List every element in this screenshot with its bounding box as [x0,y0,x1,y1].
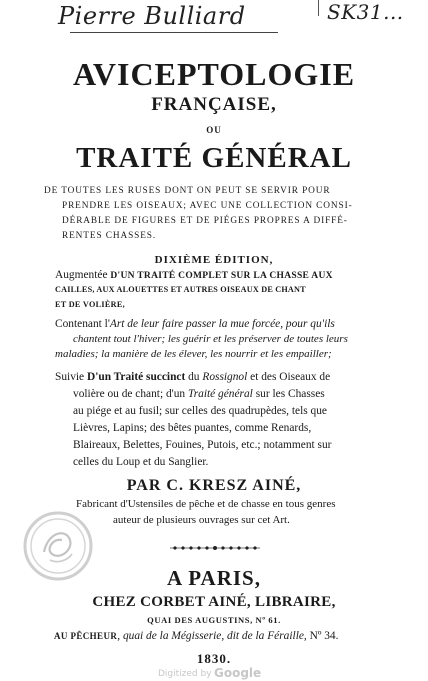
subtitle-line-4: RENTES CHASSES. [62,231,157,241]
followed-line-1 [55,371,330,383]
followed-line-5: Blaireaux, Belettes, Fouines, Putois, etc.; notamment sur [73,439,332,451]
ornamental-rule [170,540,260,550]
followed-lead: Suivie [55,371,87,383]
author-description-2: auteur de plusieurs ouvrages sur cet Art. [113,514,290,526]
followed-mid: du [185,371,203,383]
followed-line-6: celles du Loup et du Sanglier. [73,456,209,468]
author-name: PAR C. KRESZ AINÉ, [126,477,302,494]
augmented-line-2: CAILLES, AUX ALOUETTES ET AUTRES OISEAUX DE CHANT [55,285,306,294]
containing-line-1 [55,318,335,330]
subtitle-line-2: PRENDRE LES OISEAUX; AVEC UNE COLLECTION CONSI- [62,201,353,211]
imprint-year: 1830. [196,651,232,666]
followed-line-4: Lièvres, Lapins; des bêtes puantes, comme Renards, [73,422,312,434]
followed-line-2-tail: sur les Chasses [252,388,325,400]
author-description-1: Fabricant d'Ustensiles de pêche et de chasse en tous genres [76,498,336,510]
followed-line-2-lead: volière ou de chant; d'un [73,388,188,400]
imprint-shop: AU PÊCHEUR [54,631,118,641]
augmented-lead: Augmentée [55,269,111,281]
followed-line-3: au piége et au fusil; sur celles des quadrupèdes, tels que [73,405,327,417]
followed-line-2 [73,388,325,400]
watermark-digitized: Digitized by [158,669,212,679]
shelfmark-divider [318,0,319,16]
signature-underline [70,32,278,33]
imprint-address-italic: , quai de la Mégisserie, dit de la Féraille, [117,630,307,642]
followed-line-2-italic: Traité général [187,388,253,400]
followed-italic: Rossignol [202,371,248,383]
edition-statement: DIXIÈME ÉDITION, [154,254,274,266]
imprint-address-2 [54,630,338,642]
title-line-1: AVICEPTOLOGIE [72,56,356,92]
title-line-3: TRAITÉ GÉNÉRAL [76,142,352,174]
title-or: OU [206,125,222,135]
containing-line-2: chantent tout l'hiver; les guérir et les préserver de toutes leurs [73,333,348,345]
title-line-2: FRANÇAISE, [151,94,277,115]
augmented-line-3: ET DE VOLIÈRE, [55,300,125,309]
subtitle-line-3: DÉRABLE DE FIGURES ET DE PIÉGES PROPRES A DIFFÉ- [62,216,348,226]
containing-italic: Art de leur faire passer la mue forcée, pour qu'ils [109,318,335,330]
followed-bold: D'un Traité succinct [86,371,186,383]
imprint-publisher: CHEZ CORBET AINÉ, LIBRAIRE, [92,594,336,610]
subtitle-line-1: DE TOUTES LES RUSES DONT ON PEUT SE SERVIR POUR [44,186,331,196]
followed-tail: et des Oiseaux de [247,371,331,383]
containing-line-3: maladies; la manière de les élever, les nourrir et les empailler; [55,348,332,360]
containing-lead: Contenant l' [55,318,110,330]
shelfmark: SK31... [327,0,404,24]
imprint-address-1: QUAI DES AUGUSTINS, Nº 61. [147,615,281,625]
augmented-line-1 [55,269,333,281]
imprint-city: A PARIS, [167,566,261,590]
imprint-address-number: Nº 34. [306,630,339,642]
augmented-bold: D'UN TRAITÉ COMPLET SUR LA CHASSE AUX [110,271,333,281]
watermark-google: Google [214,666,262,680]
owner-signature: Pierre Bulliard [58,2,246,30]
